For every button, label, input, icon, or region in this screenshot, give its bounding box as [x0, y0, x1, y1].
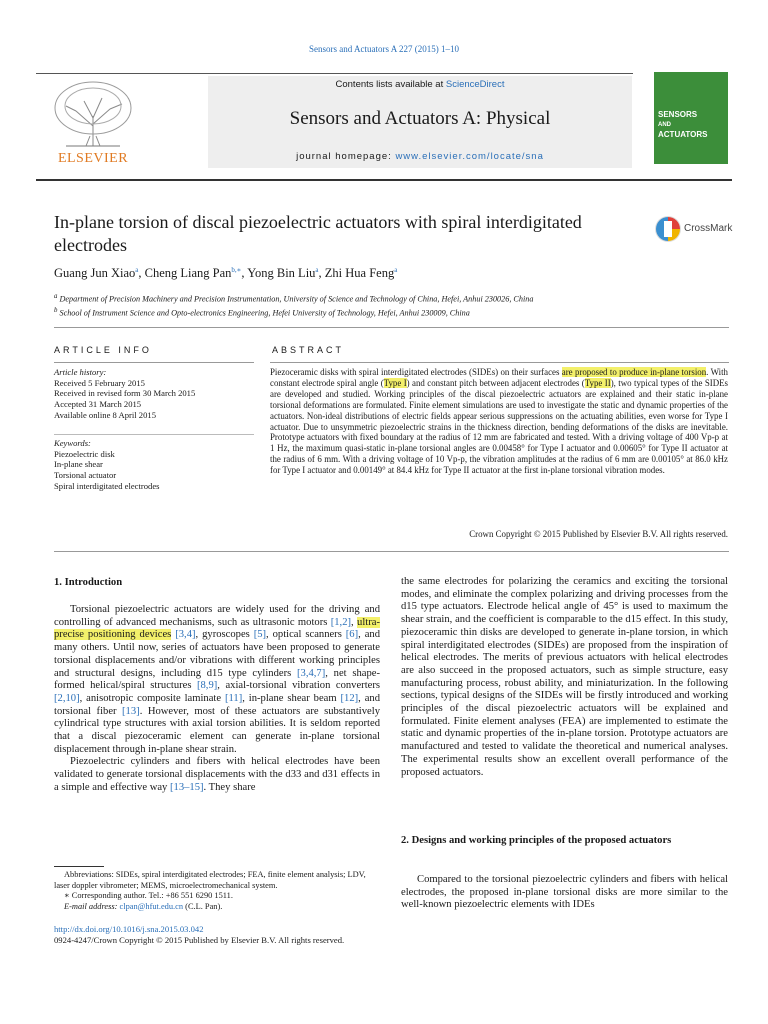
- author-name[interactable]: Zhi Hua Feng: [324, 266, 395, 281]
- history-label: Article history:: [54, 367, 107, 377]
- journal-homepage: [208, 151, 632, 162]
- paragraph: Torsional piezoelectric actuators are widely used for the driving and controlling of advanced mechanisms, such as ultrasonic motors [1,2], ultra-precise positioning devices [3,4], gyroscopes [5], optical scanners [6], and many others. Until now, series of actuators have been proposed to generate torsional displacements and/or vibrations with different working principles and structural designs, including d15 type cylinders [3,4,7], net shape-formed helical/spiral structures [8,9], axial-torsional vibration converters [2,10], anisotropic composite laminate [11], in-plane shear beam [12], and torsional fiber [13]. However, most of these actuators are substantively cylindrical type structures with axial torsion abilities. It is seldom reported that a discal piezoceramic element can generate in-plane torsional displacement through in-plane shear strain.: [54, 604, 381, 755]
- affiliation-item: [54, 305, 533, 319]
- doi-link[interactable]: http://dx.doi.org/10.1016/j.sna.2015.03.042: [54, 924, 204, 934]
- abstract-copyright: Crown Copyright © 2015 Published by Elsevier B.V. All rights reserved.: [469, 529, 728, 539]
- affiliation-mark: b: [54, 306, 58, 314]
- author-affil-mark[interactable]: a: [315, 266, 319, 274]
- history-item: Available online 8 April 2015: [54, 409, 156, 420]
- highlight: ultra-precise positioning devices: [54, 616, 380, 641]
- paragraph: Compared to the torsional piezoelectric cylinders and fibers with helical electrodes, the proposed in-plane torsional disks are more similar to the well-known piezoelectric elements with IDEs: [401, 874, 728, 911]
- author-name[interactable]: Cheng Liang Pan: [144, 266, 232, 281]
- email-suffix: (C.L. Pan).: [183, 901, 223, 911]
- cover-line-2: AND: [658, 122, 671, 128]
- citation-link[interactable]: [2,10]: [54, 692, 80, 704]
- footnote-corresponding: ∗ Corresponding author. Tel.: +86 551 6290 1511.: [64, 891, 233, 901]
- affiliations: [54, 291, 533, 318]
- citation-link[interactable]: [6]: [345, 629, 359, 641]
- keyword-item: Spiral interdigitated electrodes: [54, 480, 160, 491]
- affiliation-text: School of Instrument Science and Opto-electronics Engineering, Hefei University of Technology, Hefei, Anhui 230009, China: [59, 308, 470, 318]
- cover-line-3: ACTUATORS: [658, 130, 708, 139]
- cover-title: [658, 110, 707, 139]
- citation-link[interactable]: [12]: [340, 692, 359, 704]
- banner-top-rule: [36, 73, 633, 74]
- highlight: Type I: [383, 377, 407, 388]
- email-link[interactable]: clpan@hfut.edu.cn: [119, 901, 184, 911]
- body-column-left: [54, 604, 380, 795]
- author-affil-mark[interactable]: a: [394, 266, 398, 274]
- author-list: Guang Jun Xiao$^a$, Cheng Liang Pan$^{b,∗}$, Yong Bin Liu$^a$, Zhi Hua Feng$^a$: [54, 266, 398, 281]
- crossmark-icon: [654, 214, 682, 244]
- body-column-right: [401, 576, 728, 779]
- author-name[interactable]: Guang Jun Xiao: [54, 266, 136, 281]
- keyword-item: In-plane shear: [54, 459, 103, 470]
- body-top-rule: [54, 551, 729, 552]
- homepage-link[interactable]: www.elsevier.com/locate/sna: [395, 151, 544, 162]
- affiliation-mark: a: [54, 293, 58, 300]
- homepage-label: journal homepage:: [296, 151, 396, 162]
- section-2-heading: 2. Designs and working principles of the proposed actuators: [401, 835, 672, 846]
- footnote-abbreviations: Abbreviations: SIDEs, spiral interdigitated electrodes; FEA, finite element analysis; LDV, laser doppler vibrometer; MEMS, microelectromechanical system.: [54, 870, 366, 890]
- citation-link[interactable]: [5]: [253, 629, 267, 641]
- history-item: Received 5 February 2015: [54, 377, 145, 388]
- citation-link[interactable]: [3,4,7]: [297, 667, 326, 679]
- history-item: Accepted 31 March 2015: [54, 399, 142, 410]
- author-name[interactable]: Yong Bin Liu: [247, 266, 316, 281]
- paragraph: Piezoelectric cylinders and fibers with helical electrodes have been validated to generate torsional displacements with the d33 and d31 effects in a simple and effective way [13–15]. They share: [54, 756, 380, 793]
- citation-link[interactable]: [13]: [122, 705, 140, 717]
- keyword-item: Piezoelectric disk: [54, 448, 115, 459]
- crossmark-badge[interactable]: [654, 214, 744, 244]
- sciencedirect-link[interactable]: ScienceDirect: [445, 79, 505, 90]
- header-bottom-rule: [36, 179, 732, 181]
- contents-prefix: Contents lists available at: [335, 79, 446, 90]
- keywords-label: Keywords:: [54, 438, 91, 448]
- cover-line-1: SENSORS: [658, 110, 698, 119]
- article-title: In-plane torsion of discal piezoelectric actuators with spiral interdigitated electrodes: [54, 212, 582, 255]
- footnote-email: [54, 902, 380, 913]
- email-label: E-mail address:: [64, 901, 120, 911]
- citation-link[interactable]: [8,9]: [196, 680, 218, 692]
- abstract-rule: [270, 362, 729, 363]
- issn-line: 0924-4247/Crown Copyright © 2015 Published by Elsevier B.V. All rights reserved.: [54, 935, 345, 945]
- abstract-heading: ABSTRACT: [272, 345, 345, 355]
- citation-link[interactable]: [1,2]: [330, 616, 352, 628]
- article-info-heading: ARTICLE INFO: [54, 345, 152, 355]
- article-info-rule: [54, 362, 254, 363]
- citation-link[interactable]: [13–15]: [170, 781, 204, 793]
- section-1-heading: 1. Introduction: [54, 577, 123, 588]
- elsevier-logo: [46, 76, 140, 168]
- footnote-rule: [54, 866, 104, 867]
- highlight: are proposed to produce in-plane torsion: [561, 367, 707, 377]
- keywords-rule: [54, 434, 254, 435]
- article-history: [54, 367, 254, 421]
- author-affil-mark[interactable]: a: [135, 266, 139, 274]
- author-affil-mark[interactable]: b,∗: [231, 266, 242, 274]
- journal-cover[interactable]: [654, 72, 728, 164]
- citation-link[interactable]: [3,4]: [175, 629, 196, 641]
- body-column-right-continued: [401, 874, 728, 912]
- affiliation-text: Department of Precision Machinery and Precision Instrumentation, University of Science and Technology of China, Hefei, Anhui 230026, China: [59, 294, 534, 304]
- abstract-text: Piezoceramic disks with spiral interdigitated electrodes (SIDEs) on their surfaces are proposed to produce in-plane torsion. With constant electrode spiral angle (Type I) and constant pitch between adjacent electrodes (Type II), two typical types of the SIDEs are developed and studied. Working principles of the discal piezoelectric actuators are explained and their static in-plane torsional deformations are formulated. Finite element simulations are used to investigate the static and dynamic properties of the actuators. Non-ideal distributions of electric fields appear serious suppressions on the actuating abilities, even worse for Type I actuator. Due to unsymmetric piezoelectric strains in the thickness direction, bending deformations of the disks are inevitable. Prototype actuators with fixed boundary at the radius of 12 mm are fabricated and tested. With a driving voltage of 400 Vp-p at 1 Hz, the maximum quasi-static in-plane torsional angles are 0.00458° for Type I actuator and 0.00605° for Type II actuator at the radius of 6 mm. With a driving voltage of 10 Vp-p, the vibration amplitudes at the radius of 6 mm are 0.00105° at 86.0 kHz for Type I actuator and 0.00149° at 84.4 kHz for Type II actuator at the first in-plane torsional vibration modes.: [270, 367, 728, 476]
- keyword-item: Torsional actuator: [54, 470, 117, 481]
- journal-title: Sensors and Actuators A: Physical: [289, 108, 551, 129]
- paragraph: the same electrodes for polarizing the ceramics and exciting the torsional modes, and eliminate the complex polarizing and driving processes from the d15 type actuators. Electrode helical angle of 45° is used to maximum the shear strain, and the coefficient is comparable to the d15 effect. In this study, piezoceramic thin disks are developed to generate in-plane torsion, in which spiral interdigitated electrodes (SIDEs) are proposed from the inspiration of helical electrodes. The merits of previous actuators with helical electrodes are also succeed in the proposed actuators, such as simple structure, easy manufacturing process, robust ability, and miniaturization. In the following sections, typical designs of the SIDEs will be firstly introduced and working principles of the discal piezoelectric actuators will be explained and formulated. Finite element analyses (FEA) are implemented to estimate the static and dynamic properties of the in-plane torsion. Prototype actuators are manufactured and tested to validate the theoretical and numerical analyses. The experimental results show an excellent overall performance of the proposed actuators.: [401, 576, 728, 778]
- contents-line: [208, 79, 632, 90]
- journal-reference-link[interactable]: Sensors and Actuators A 227 (2015) 1–10: [309, 44, 459, 54]
- doi-block: [54, 924, 344, 946]
- crossmark-label: CrossMark: [684, 223, 733, 234]
- info-top-rule: [54, 327, 729, 328]
- highlight: Type II: [584, 377, 611, 388]
- affiliation-item: [54, 291, 533, 305]
- citation-link[interactable]: [11]: [224, 692, 243, 704]
- keywords: [54, 438, 254, 492]
- elsevier-wordmark: ELSEVIER: [57, 151, 129, 166]
- history-item: Received in revised form 30 March 2015: [54, 388, 196, 399]
- footnotes: [54, 870, 380, 912]
